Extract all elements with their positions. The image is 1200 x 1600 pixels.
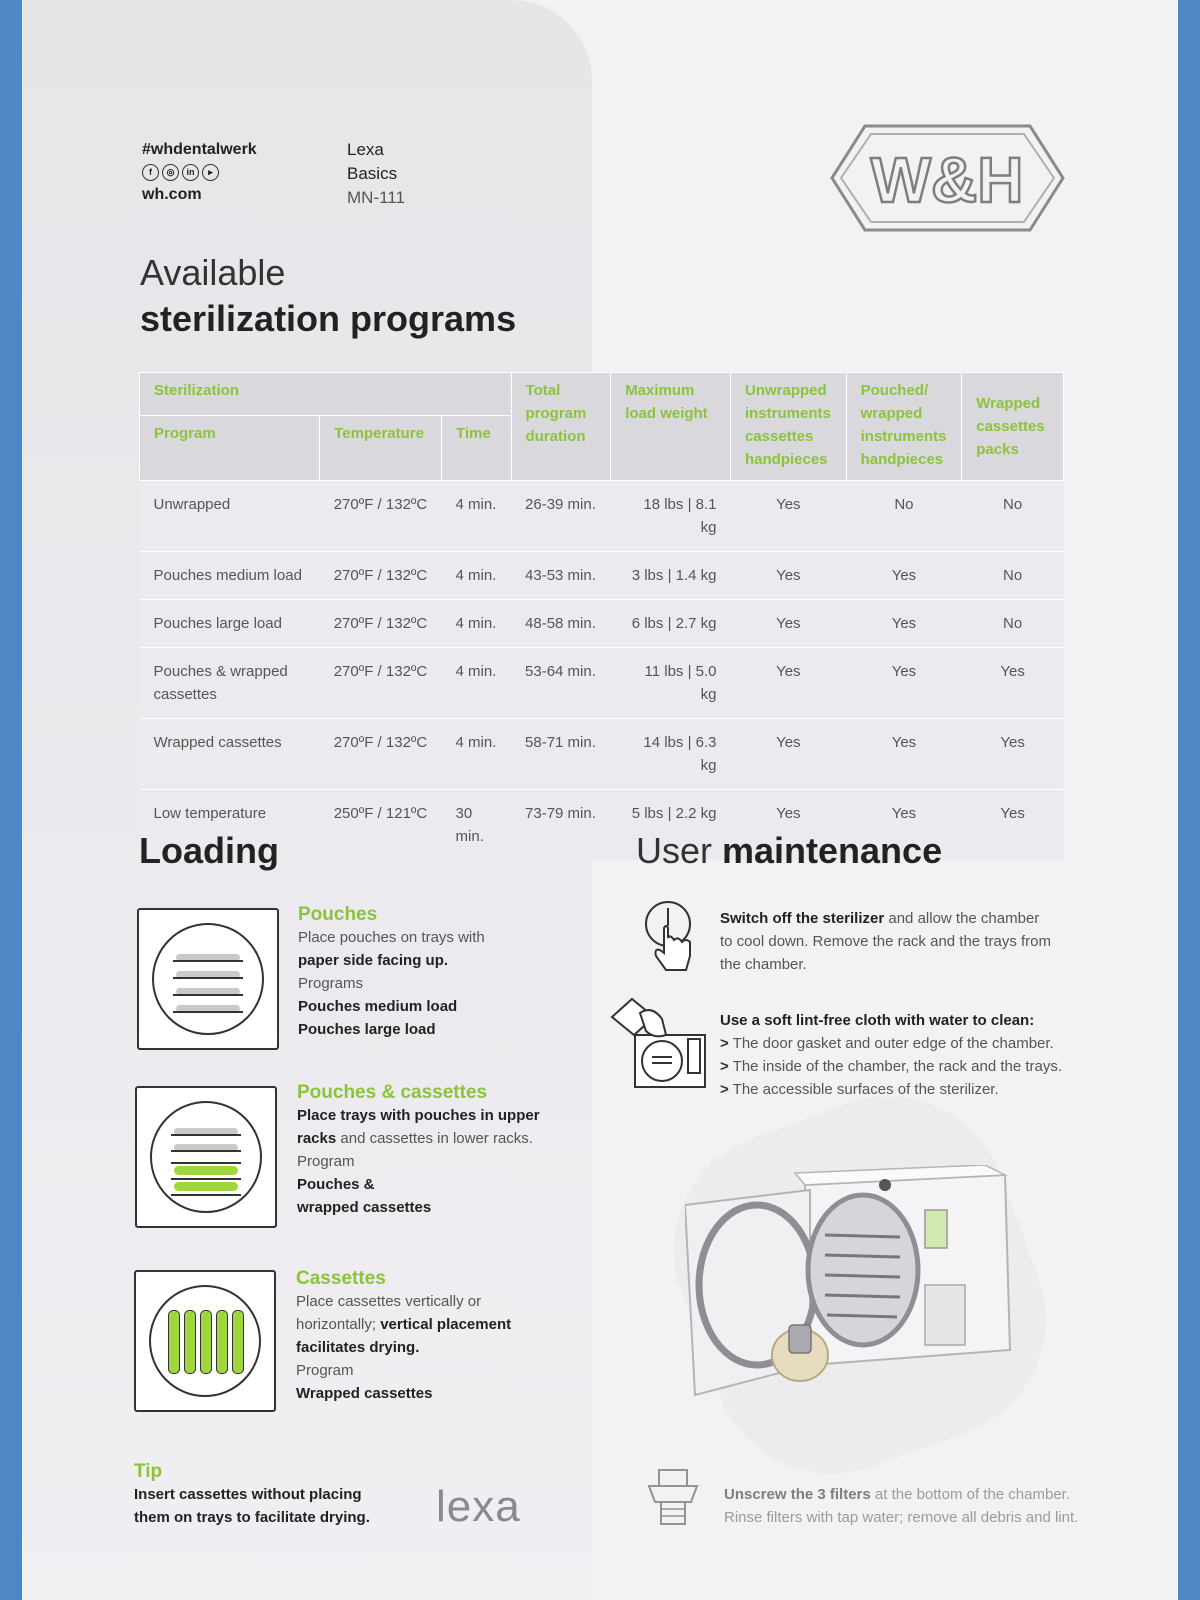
table-cell: 4 min.: [442, 552, 511, 600]
col-temperature: Temperature: [320, 416, 442, 481]
header-product: [347, 138, 405, 210]
cassettes-icon: [134, 1270, 276, 1412]
pouches-heading: Pouches: [298, 904, 378, 925]
header-left: [142, 138, 257, 207]
table-cell: 43-53 min.: [511, 552, 611, 600]
logo-text: W&H: [870, 144, 1024, 216]
col-program: Program: [140, 416, 320, 481]
tip-box: Tip Insert cassettes without placing them on trays to facilitate drying.: [134, 1461, 370, 1526]
table-cell: Yes: [962, 719, 1064, 790]
table-cell: 3 lbs | 1.4 kg: [611, 552, 731, 600]
youtube-icon[interactable]: ▸: [202, 164, 219, 181]
loading-title: Loading: [139, 830, 279, 871]
table-cell: 26-39 min.: [511, 481, 611, 552]
table-cell: 4 min.: [442, 648, 511, 719]
col-weight: Maximum load weight: [611, 373, 731, 481]
programs-table-body: [140, 481, 1064, 861]
table-cell: 4 min.: [442, 719, 511, 790]
page-title-line2: sterilization programs: [140, 298, 517, 339]
table-row: [140, 648, 1064, 719]
table-cell: 4 min.: [442, 600, 511, 648]
table-cell: No: [962, 481, 1064, 552]
table-cell: No: [962, 600, 1064, 648]
pouches-cassettes-icon: [135, 1086, 277, 1228]
table-cell: Unwrapped: [140, 481, 320, 552]
social-icons: [142, 164, 257, 181]
table-cell: 6 lbs | 2.7 kg: [611, 600, 731, 648]
col-time: Time: [442, 416, 511, 481]
table-cell: Yes: [846, 552, 962, 600]
maintenance-title: User maintenance: [636, 830, 943, 871]
table-cell: 48-58 min.: [511, 600, 611, 648]
product-name: Lexa: [347, 140, 384, 159]
cassettes-card-text: Cassettes Place cassettes vertically or horizontally; vertical placement facilitates drying. Program Wrapped cassettes: [296, 1268, 512, 1402]
table-cell: 270ºF / 132ºC: [320, 552, 442, 600]
table-row: [140, 719, 1064, 790]
page-title-line1: Available: [140, 252, 286, 293]
table-cell: 250ºF / 121ºC: [320, 790, 442, 861]
table-cell: 53-64 min.: [511, 648, 611, 719]
table-cell: 270ºF / 132ºC: [320, 648, 442, 719]
doc-code: MN-111: [347, 188, 405, 207]
table-cell: Yes: [731, 552, 847, 600]
col-pouched: Pouched/ wrapped instruments handpieces: [846, 373, 962, 481]
table-cell: 11 lbs | 5.0 kg: [611, 648, 731, 719]
table-cell: Yes: [731, 481, 847, 552]
group-header: Sterilization: [140, 373, 512, 416]
cleaning-icon: [610, 995, 710, 1095]
table-cell: No: [962, 552, 1064, 600]
table-cell: Yes: [962, 790, 1064, 861]
col-wrapped: Wrapped cassettes packs: [962, 373, 1064, 481]
pouches-icon: [137, 908, 279, 1050]
website[interactable]: wh.com: [142, 186, 202, 203]
cassettes-heading: Cassettes: [296, 1268, 386, 1289]
table-cell: 4 min.: [442, 481, 511, 552]
table-cell: Wrapped cassettes: [140, 719, 320, 790]
tip-heading: Tip: [134, 1461, 163, 1482]
table-cell: 30 min.: [442, 790, 511, 861]
power-switch-icon: [640, 898, 700, 978]
table-cell: 270ºF / 132ºC: [320, 600, 442, 648]
table-cell: 18 lbs | 8.1 kg: [611, 481, 731, 552]
table-cell: Yes: [846, 648, 962, 719]
pouches-cassettes-card-text: Pouches & cassettes Place trays with pouches in upper racks and cassettes in lower racks. Program Pouches & wrapped cassettes: [297, 1082, 540, 1216]
facebook-icon[interactable]: f: [142, 164, 159, 181]
col-unwrapped: Unwrapped instruments cassettes handpieces: [731, 373, 847, 481]
table-cell: Yes: [731, 790, 847, 861]
table-cell: 5 lbs | 2.2 kg: [611, 790, 731, 861]
table-row: [140, 481, 1064, 552]
table-cell: 14 lbs | 6.3 kg: [611, 719, 731, 790]
table-row: [140, 600, 1064, 648]
table-row: [140, 552, 1064, 600]
table-cell: Yes: [846, 790, 962, 861]
col-duration: Total program duration: [511, 373, 611, 481]
table-cell: Yes: [962, 648, 1064, 719]
lexa-brand: lexa: [436, 1482, 521, 1531]
pouches-cassettes-heading: Pouches & cassettes: [297, 1082, 488, 1103]
pouches-card-text: Pouches Place pouches on trays with paper side facing up. Programs Pouches medium load Pouches large load: [298, 904, 485, 1038]
sterilizer-image: [685, 1165, 1025, 1420]
instagram-icon[interactable]: ◎: [162, 164, 179, 181]
programs-table: [139, 372, 1064, 860]
table-cell: Pouches medium load: [140, 552, 320, 600]
table-cell: 58-71 min.: [511, 719, 611, 790]
table-cell: Pouches & wrapped cassettes: [140, 648, 320, 719]
table-cell: Yes: [846, 600, 962, 648]
maintenance-step3: Unscrew the 3 filters at the bottom of the chamber. Rinse filters with tap water; remove all debris and lint.: [724, 1486, 1079, 1526]
table-cell: Yes: [846, 719, 962, 790]
table-cell: 73-79 min.: [511, 790, 611, 861]
maintenance-step1: Switch off the sterilizer and allow the chamber to cool down. Remove the rack and the trays from the chamber.: [720, 910, 1051, 973]
table-cell: Yes: [731, 648, 847, 719]
maintenance-step2: Use a soft lint-free cloth with water to clean: > The door gasket and outer edge of the chamber. > The inside of the chamber, the rack and the trays. > The accessible surfaces of the sterilizer.: [720, 1012, 1063, 1098]
table-cell: Yes: [731, 719, 847, 790]
wh-logo: [825, 118, 1070, 243]
doc-type: Basics: [347, 164, 398, 183]
table-cell: Pouches large load: [140, 600, 320, 648]
table-cell: Yes: [731, 600, 847, 648]
table-cell: 270ºF / 132ºC: [320, 481, 442, 552]
table-cell: 270ºF / 132ºC: [320, 719, 442, 790]
filter-icon: [645, 1468, 701, 1533]
table-cell: No: [846, 481, 962, 552]
table-cell: Low temperature: [140, 790, 320, 861]
hashtag: #whdentalwerk: [142, 141, 257, 158]
linkedin-icon[interactable]: in: [182, 164, 199, 181]
